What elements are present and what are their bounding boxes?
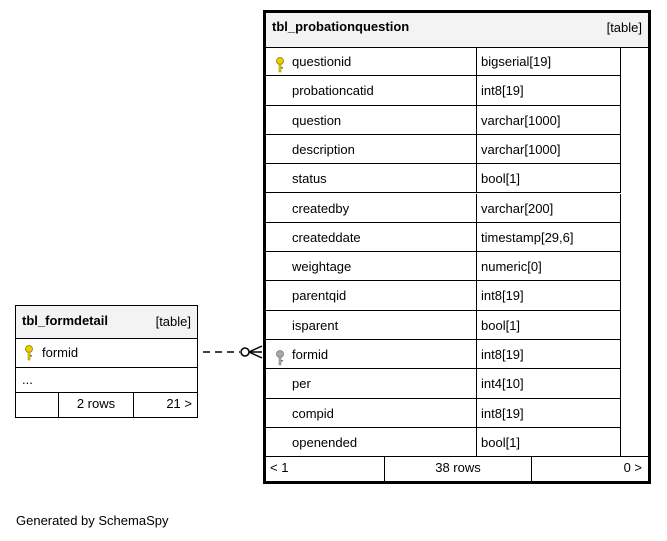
column-name-cell xyxy=(266,340,477,368)
column-name: openended xyxy=(292,434,358,450)
column-name-cell xyxy=(266,369,477,397)
column-type: int8[19] xyxy=(481,405,524,421)
column-type-cell xyxy=(477,164,621,192)
column-row[interactable] xyxy=(266,76,621,105)
primary-key-icon xyxy=(24,345,34,361)
column-type-cell xyxy=(477,369,621,397)
footer-parents-label: < 1 xyxy=(270,460,289,475)
footer-rows xyxy=(385,457,532,481)
column-row[interactable] xyxy=(266,399,621,428)
primary-key-icon xyxy=(275,54,285,70)
footer-parents[interactable] xyxy=(16,393,59,417)
footer-rows-label: 38 rows xyxy=(435,460,481,475)
column-row[interactable] xyxy=(266,47,621,76)
table-name[interactable]: tbl_probationquestion xyxy=(272,19,410,34)
column-type: bool[1] xyxy=(481,317,521,333)
footer-rows-label: 2 rows xyxy=(76,396,116,411)
column-type-cell xyxy=(477,252,621,280)
column-name: parentqid xyxy=(292,288,347,304)
table-footer xyxy=(266,457,648,481)
table-header xyxy=(16,306,197,339)
column-type-cell xyxy=(477,106,621,134)
column-row[interactable] xyxy=(266,106,621,135)
column-name: per xyxy=(292,376,311,392)
crowfoot-upper xyxy=(249,346,262,352)
column-type-cell xyxy=(477,281,621,309)
table-tbl-formdetail[interactable] xyxy=(15,305,198,418)
column-name-cell xyxy=(266,281,477,309)
column-type: bigserial[19] xyxy=(481,54,552,69)
column-name-cell xyxy=(266,311,477,339)
footer-parents[interactable] xyxy=(266,457,385,481)
column-type: bool[1] xyxy=(481,434,521,450)
ellipsis: ... xyxy=(22,372,33,387)
footer-children[interactable] xyxy=(134,393,197,417)
column-name-cell xyxy=(266,223,477,251)
column-name-cell xyxy=(266,164,477,192)
table-header xyxy=(266,13,648,48)
column-row[interactable] xyxy=(16,338,197,368)
column-type-cell xyxy=(477,428,621,456)
column-type: int8[19] xyxy=(481,347,524,362)
column-type-cell xyxy=(477,340,621,368)
column-name: compid xyxy=(292,405,334,421)
column-type: varchar[200] xyxy=(481,200,554,216)
column-row[interactable] xyxy=(266,194,621,223)
column-type: int8[19] xyxy=(481,83,524,99)
column-row[interactable] xyxy=(266,340,621,369)
column-type-cell xyxy=(477,47,621,75)
column-type-cell xyxy=(477,311,621,339)
column-type-cell xyxy=(477,399,621,427)
column-type: varchar[1000] xyxy=(481,141,561,157)
column-type: bool[1] xyxy=(481,171,521,187)
column-name: question xyxy=(292,112,342,128)
column-type: int8[19] xyxy=(481,288,524,304)
column-row[interactable] xyxy=(266,369,621,398)
column-name-cell xyxy=(266,76,477,104)
column-type: timestamp[29,6] xyxy=(481,229,574,245)
column-name: createddate xyxy=(292,229,361,245)
column-type-cell xyxy=(477,223,621,251)
column-name: createdby xyxy=(292,200,350,216)
table-type-label: [table] xyxy=(606,20,642,35)
column-row[interactable] xyxy=(266,135,621,164)
column-type-cell xyxy=(477,194,621,222)
column-type-cell xyxy=(477,135,621,163)
zero-many-circle xyxy=(241,348,249,356)
footer-children[interactable] xyxy=(532,457,648,481)
column-name-cell xyxy=(266,428,477,456)
footer-children-label: 21 > xyxy=(166,396,192,411)
column-row[interactable] xyxy=(266,281,621,310)
column-name: weightage xyxy=(292,259,352,275)
column-name-cell xyxy=(266,47,477,75)
table-footer xyxy=(16,393,197,417)
column-name-cell xyxy=(266,194,477,222)
column-name: isparent xyxy=(292,317,339,333)
column-type: int4[10] xyxy=(481,376,524,392)
column-row[interactable] xyxy=(266,311,621,340)
column-row[interactable] xyxy=(266,164,621,193)
column-name: formid xyxy=(42,345,79,360)
column-row[interactable] xyxy=(266,428,621,457)
crowfoot-lower xyxy=(249,352,262,358)
table-name[interactable]: tbl_formdetail xyxy=(22,313,108,328)
column-name: formid xyxy=(292,347,329,362)
column-name: status xyxy=(292,171,327,187)
column-name: description xyxy=(292,141,355,157)
column-row[interactable] xyxy=(266,252,621,281)
footer-rows xyxy=(59,393,134,417)
column-row[interactable] xyxy=(266,223,621,252)
column-name-cell xyxy=(266,252,477,280)
column-type: numeric[0] xyxy=(481,259,542,275)
column-name: probationcatid xyxy=(292,83,374,99)
column-name-cell xyxy=(266,399,477,427)
column-type: varchar[1000] xyxy=(481,112,561,128)
column-name-cell xyxy=(266,135,477,163)
column-area-bottom-border xyxy=(266,456,648,457)
ellipsis-row xyxy=(16,368,197,393)
generated-by-credit: Generated by SchemaSpy xyxy=(16,513,169,528)
column-name: questionid xyxy=(292,54,352,69)
table-tbl-probationquestion[interactable] xyxy=(263,10,651,484)
column-type-cell xyxy=(477,76,621,104)
column-name-cell xyxy=(266,106,477,134)
table-type-label: [table] xyxy=(155,314,191,329)
footer-children-label: 0 > xyxy=(623,460,642,475)
foreign-key-icon xyxy=(275,347,285,363)
